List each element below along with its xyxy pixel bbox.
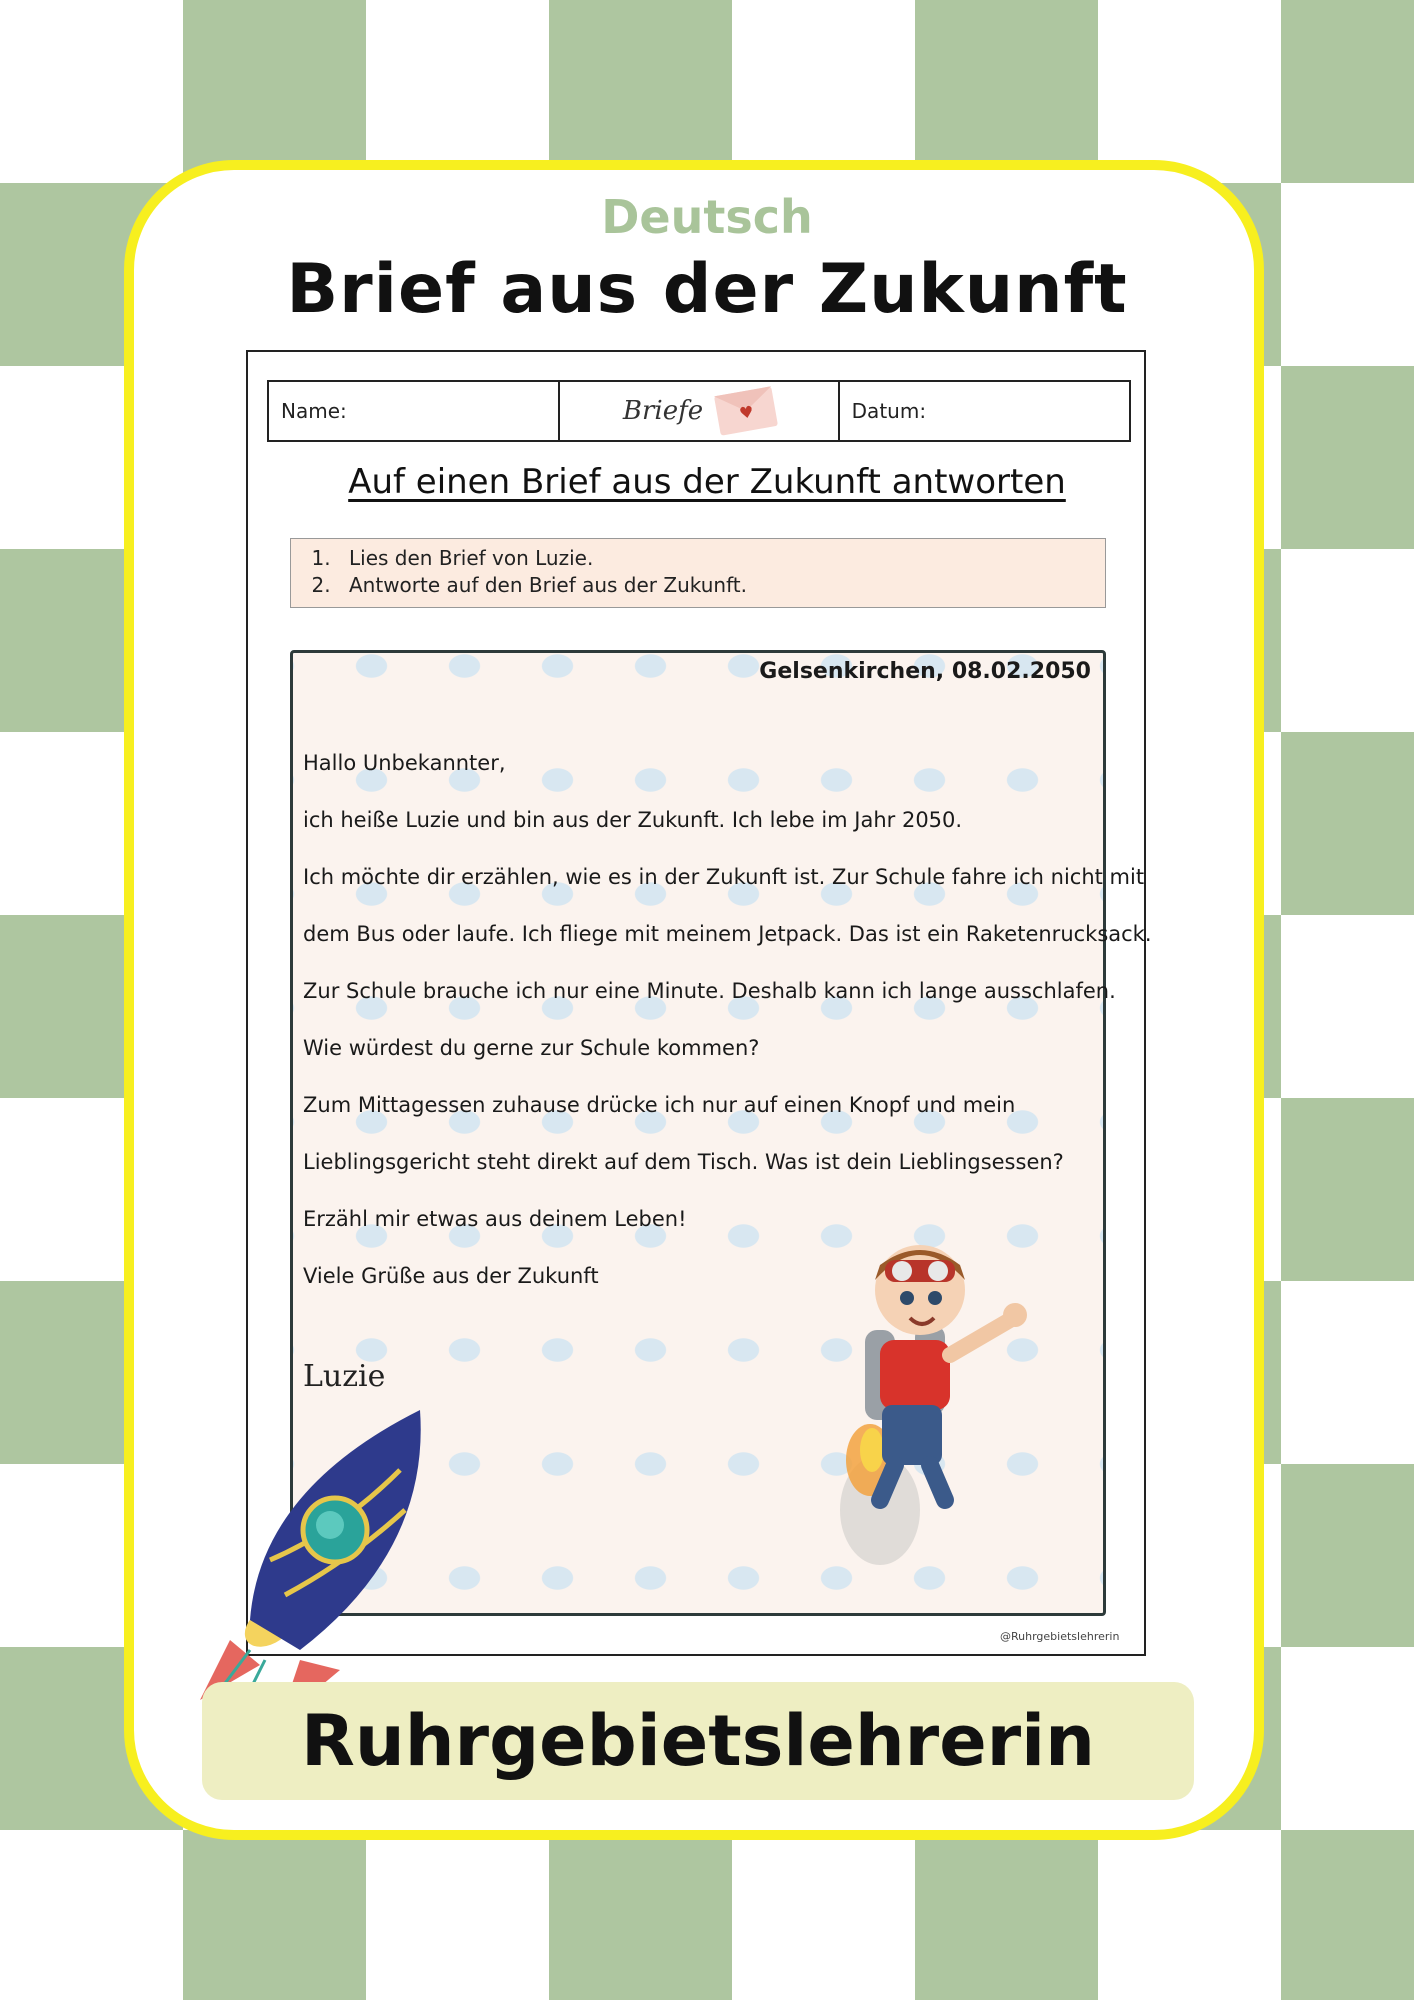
letter-signature: Luzie xyxy=(303,1359,386,1394)
rocket-illustration xyxy=(190,1400,450,1720)
letter-line: Hallo Unbekannter, xyxy=(303,751,506,775)
jetpack-child-illustration xyxy=(810,1210,1070,1570)
footer-brand: Ruhrgebietslehrerin xyxy=(300,1700,1096,1782)
name-field[interactable] xyxy=(269,382,560,440)
letter-line: ich heiße Luzie und bin aus der Zukunft. Ich lebe im Jahr 2050. xyxy=(303,808,963,832)
footer-banner xyxy=(202,1682,1194,1800)
instructions-box xyxy=(290,538,1106,608)
heart-icon: ♥ xyxy=(737,401,756,424)
letter-line: Wie würdest du gerne zur Schule kommen? xyxy=(303,1036,760,1060)
instruction-step: 1. Lies den Brief von Luzie. xyxy=(337,545,1093,572)
name-label: Name: xyxy=(281,399,347,423)
instruction-step: 2. Antworte auf den Brief aus der Zukunft. xyxy=(337,572,1093,599)
task-heading: Auf einen Brief aus der Zukunft antworten xyxy=(348,462,1066,502)
letter-line: Lieblingsgericht steht direkt auf dem Tisch. Was ist dein Lieblingsessen? xyxy=(303,1150,1064,1174)
letter-line: Erzähl mir etwas aus deinem Leben! xyxy=(303,1207,687,1231)
letter-line: Zum Mittagessen zuhause drücke ich nur auf einen Knopf und mein xyxy=(303,1093,1016,1117)
letter-place-date: Gelsenkirchen, 08.02.2050 xyxy=(759,659,1091,684)
date-label: Datum: xyxy=(851,399,927,423)
letter-line: Zur Schule brauche ich nur eine Minute. Deshalb kann ich lange ausschlafen. xyxy=(303,979,1116,1003)
topic-word: Briefe xyxy=(622,396,704,426)
letter-line: Viele Grüße aus der Zukunft xyxy=(303,1264,599,1288)
topic-cell xyxy=(560,382,839,440)
subject-label: Deutsch xyxy=(601,190,813,244)
worksheet-header xyxy=(267,380,1131,442)
letter-line: Ich möchte dir erzählen, wie es in der Zukunft ist. Zur Schule fahre ich nicht mit xyxy=(303,865,1145,889)
copyright-note: @Ruhrgebietslehrerin xyxy=(1000,1630,1120,1643)
letter-line: dem Bus oder laufe. Ich fliege mit meinem Jetpack. Das ist ein Raketenrucksack. xyxy=(303,922,1152,946)
page-title: Brief aus der Zukunft xyxy=(286,250,1128,329)
date-field[interactable] xyxy=(840,382,1129,440)
envelope-heart-icon xyxy=(714,386,778,435)
